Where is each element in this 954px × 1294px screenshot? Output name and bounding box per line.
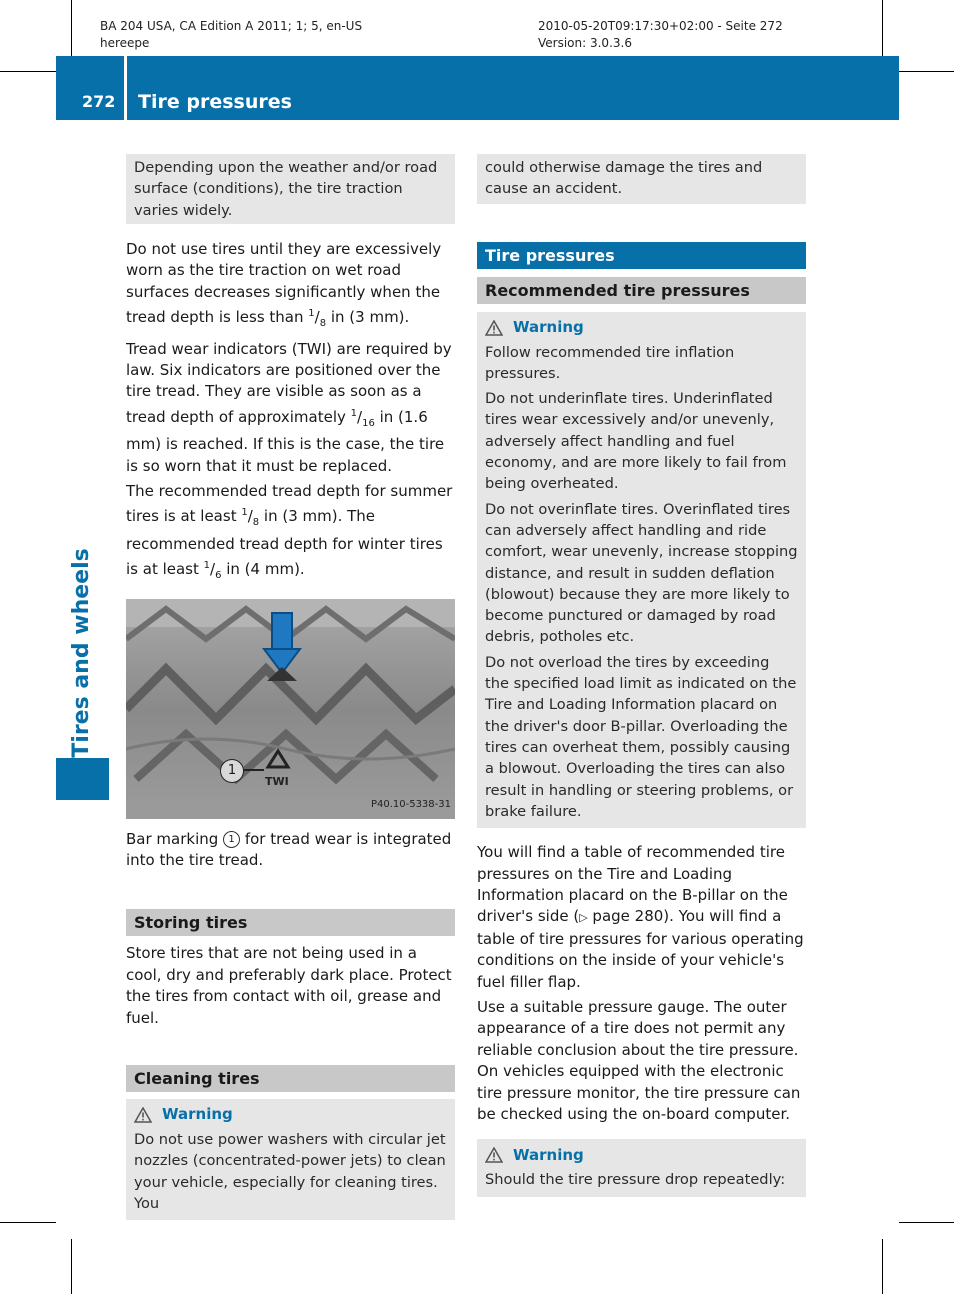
meta-timestamp: 2010-05-20T09:17:30+02:00 - Seite 272 [538,19,783,33]
figure-code: P40.10-5338-31 [370,799,451,811]
warning-icon [485,320,503,336]
note-text: Depending upon the weather and/or road surface (conditions), the tire traction varies widely. [134,159,438,219]
warning-icon [485,1147,503,1163]
warning-box [126,1099,455,1220]
meta-version: Version: 3.0.3.6 [538,36,632,50]
warning-text: could otherwise damage the tires and cause an accident. [485,159,763,198]
page-number: 272 [82,92,116,111]
warning-text: Do not overinflate tires. Overinflated tires can adversely affect handling and ride comfort, wear unevenly, increase stopping distance, and result in sudden deflation (blowout) because they are more likely to become punctured or damaged by road debris, potholes etc. [485,500,798,646]
page-ref-arrow-icon: ▷ [579,911,588,925]
crop-mark [882,0,883,56]
figure-caption: Bar marking 1 for tread wear is integrated into the tire tread. [126,829,452,869]
chapter-side-tab: Tires and wheels [69,548,94,758]
header-divider [124,56,127,120]
crop-mark [71,1239,72,1294]
warning-header [485,1143,798,1167]
warning-text: Do not overload the tires by exceeding the specified load limit as indicated on the Tire and Loading Information placard on the driver's door B-pillar. Overloading the tires can overheat them, possibly causing a blowout. Overloading the tires can also result in handling or steering problems, or brake failure. [485,653,797,820]
warning-text: Do not underinflate tires. Underinflated tires wear excessively and/or unevenly, adversely affect handling and fuel economy, and are more likely to fail from being overheated. [485,390,787,493]
paragraph: The recommended tread depth for summer tires is at least $^1/_8$ in (3 mm). The recommended tread depth for winter tires is at least $^1/_6$ in (4 mm). [126,481,453,582]
warning-label: Warning [513,1145,584,1164]
twi-label: TWI [265,774,289,788]
right-column [477,154,806,1197]
section-heading: Storing tires [126,909,455,936]
meta-user: hereepe [100,36,150,50]
crop-mark [71,0,72,56]
chapter-marker-block [56,758,109,800]
subsection-heading: Recommended tire pressures [477,277,806,304]
crop-mark [899,71,954,72]
warning-box [477,1139,806,1196]
paragraph: Do not use tires until they are excessively worn as the tire traction on wet road surfaces decreases significantly when the tread depth is less than $^1/_8$ in (3 mm). [126,239,442,330]
meta-edition: BA 204 USA, CA Edition A 2011; 1; 5, en-US [100,19,363,33]
paragraph: Store tires that are not being used in a cool, dry and preferably dark place. Protect the tires from contact with oil, grease and fuel. [126,944,452,1027]
warning-icon [134,1107,152,1123]
page-header-band [56,56,899,120]
tread-wear-figure [126,599,455,819]
paragraph: You will find a table of recommended tire pressures on the Tire and Loading Information placard on the B-pillar on the driver's side (▷ page 280). You will find a table of tire pressures for various operating conditions on the inside of your vehicle's fuel filler flap. [477,843,804,991]
page-reference-link: page 280). You will find a table of tire pressures for various operating conditions on the inside of your vehicle's fuel filler flap. [477,907,804,991]
section-heading: Cleaning tires [126,1065,455,1092]
page-title: Tire pressures [138,91,292,113]
section-heading-primary: Tire pressures [477,242,806,269]
left-column [126,154,455,1220]
print-meta-right [538,18,783,52]
paragraph: Use a suitable pressure gauge. The outer appearance of a tire does not permit any reliable conclusion about the tire pressure. On vehicles equipped with the electronic tire pressure monitor, the tire pressure can be checked using the on-board computer. [477,997,801,1123]
crop-mark [899,1222,954,1223]
warning-header [485,316,798,340]
print-meta-left [100,18,362,52]
warning-continued-box [477,154,806,204]
crop-mark [0,1222,56,1223]
warning-label: Warning [513,317,584,336]
warning-text: Follow recommended tire inflation pressures. [485,343,735,382]
warning-text: Do not use power washers with circular jet nozzles (concentrated-power jets) to clean your vehicle, especially for cleaning tires. You [134,1131,446,1212]
tire-tread-illustration [126,599,455,819]
crop-mark [882,1239,883,1294]
warning-text: Should the tire pressure drop repeatedly: [485,1171,786,1189]
note-box [126,154,455,224]
warning-box [477,312,806,829]
paragraph: Tread wear indicators (TWI) are required by law. Six indicators are positioned over the tire tread. They are visible as soon as a tread depth of approximately $^1/_{16}$ in (1.6 mm) is reached. If this is the case, the tire is so worn that it must be replaced. [126,339,452,475]
callout-marker: 1 [220,759,244,783]
crop-mark [0,71,56,72]
warning-header [134,1103,447,1127]
warning-label: Warning [162,1105,233,1124]
callout-ref: 1 [223,831,240,848]
